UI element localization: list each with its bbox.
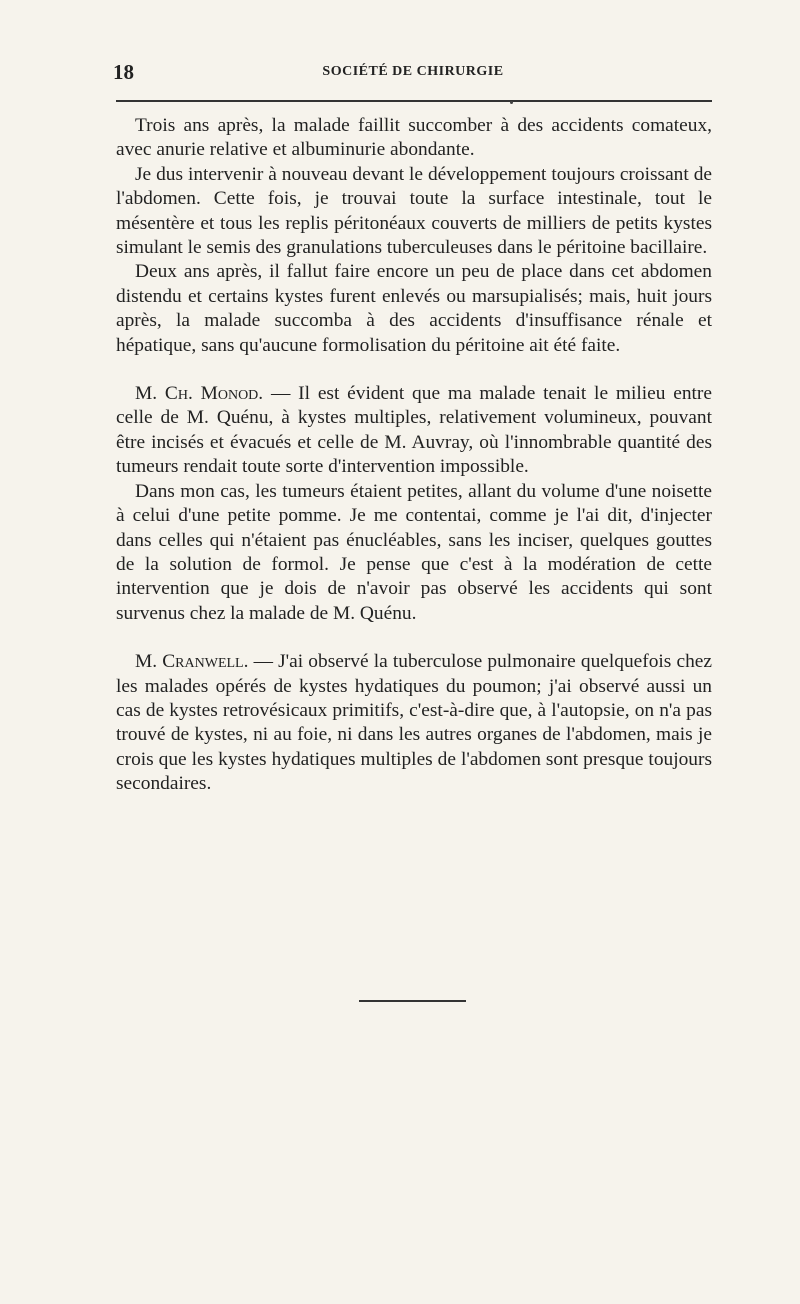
body-text (116, 114, 712, 797)
page-header (113, 60, 713, 86)
header-rule-dot (510, 101, 513, 104)
paragraph-cranwell (116, 650, 712, 796)
paragraph (116, 163, 712, 261)
paragraph-text: Trois ans après, la malade faillit succomber à des accidents comateux, avec anurie relative et albuminurie abondante. (116, 115, 712, 161)
paragraph-text: Je dus intervenir à nouveau devant le développement toujours croissant de l'abdomen. Cette fois, je trouvai toute la surface intestinale, tout le mésentère et tous les replis péritonéaux couverts de milliers de petits kystes simulant le semis des granulations tuberculeuses dans le péritoine bacillaire. (116, 163, 712, 259)
speaker-name: M. Cranwell. (135, 651, 249, 673)
paragraph-text: — J'ai observé la tuberculose pulmonaire quelquefois chez les malades opérés de kystes hydatiques du poumon; j'ai observé aussi un cas de kystes retrovésicaux primitifs, c'est-à-dire que, à l'autopsie, on n'a pas trouvé de kystes, ni au foie, ni dans les autres organes de l'abdomen, mais je crois que les kystes hydatiques multiples de l'abdomen sont presque toujours secondaires. (116, 651, 712, 795)
running-title: SOCIÉTÉ DE CHIRURGIE (322, 64, 504, 79)
paragraph-text: Deux ans après, il fallut faire encore un peu de place dans cet abdomen distendu et certains kystes furent enlevés ou marsupialisés; mais, huit jours après, la malade succomba à des accidents d'insuffisance rénale et hépatique, sans qu'aucune formolisation du péritoine ait été faite. (116, 261, 712, 356)
paragraph (116, 260, 712, 358)
paragraph-text: — Il est évident que ma malade tenait le milieu entre celle de M. Quénu, à kystes multiples, relativement volumineux, pouvant être incisés et évacués et celle de M. Auvray, où l'innombrable quantité des tumeurs rendait toute sorte d'intervention impossible. (116, 383, 712, 478)
page-number: 18 (113, 60, 134, 84)
paragraph (116, 114, 712, 163)
paragraph (116, 480, 712, 626)
header-rule (116, 100, 712, 102)
speaker-name: M. Ch. Monod. (135, 383, 264, 405)
paragraph-text: Dans mon cas, les tumeurs étaient petites, allant du volume d'une noisette à celui d'une petite pomme. Je me contentai, comme je l'ai dit, d'injecter dans celles qui n'étaient pas énucléables, sans les inciser, quelques gouttes de la solution de formol. Je pense que c'est à la modération de cette intervention que je dois de n'avoir pas observé les accidents qui sont survenus chez la malade de M. Quénu. (116, 480, 712, 624)
paragraph-monod (116, 382, 712, 480)
end-rule (359, 1000, 466, 1002)
